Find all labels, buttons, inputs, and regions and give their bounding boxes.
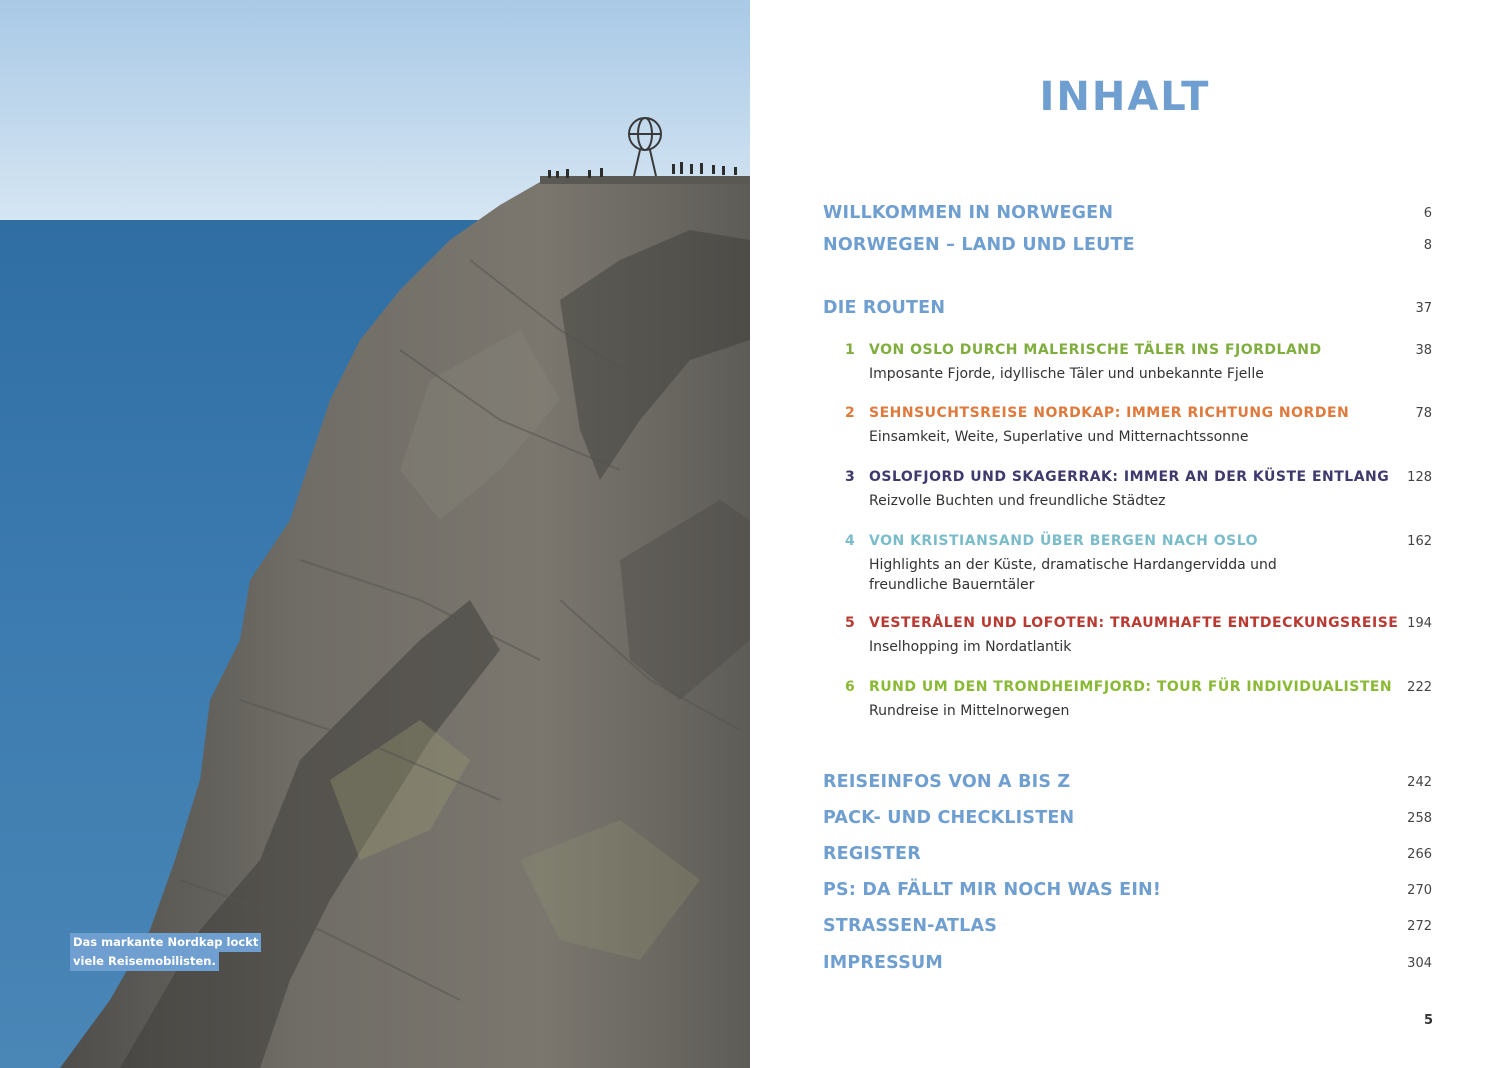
toc-page-number: 266 <box>1407 847 1432 862</box>
toc-entry-label: WILLKOMMEN IN NORWEGEN <box>823 203 1114 223</box>
page-number: 5 <box>1423 1013 1433 1028</box>
toc-entry-label: REISEINFOS VON A BIS Z <box>823 772 1071 792</box>
toc-entry-strassen-atlas[interactable] <box>823 916 1432 936</box>
toc-page-number: 37 <box>1415 301 1432 316</box>
toc-entry-ps[interactable] <box>823 880 1432 900</box>
toc-page-number: 128 <box>1407 470 1432 485</box>
toc-entry-register[interactable] <box>823 844 1432 864</box>
route-number: 3 <box>845 469 855 485</box>
caption-line: Das markante Nordkap lockt <box>70 933 261 952</box>
route-subtitle: Inselhopping im Nordatlantik <box>869 639 1072 655</box>
route-subtitle: Einsamkeit, Weite, Superlative und Mitternachtssonne <box>869 429 1249 445</box>
toc-entry-impressum[interactable] <box>823 953 1432 973</box>
toc-page-number: 78 <box>1415 406 1432 421</box>
toc-page-number: 304 <box>1407 956 1432 971</box>
caption-line: viele Reisemobilisten. <box>70 952 219 971</box>
route-title: VON KRISTIANSAND ÜBER BERGEN NACH OSLO <box>869 533 1259 549</box>
route-subtitle: Imposante Fjorde, idyllische Täler und unbekannte Fjelle <box>869 366 1264 382</box>
toc-entry-label: DIE ROUTEN <box>823 298 946 318</box>
toc-entry-reiseinfos[interactable] <box>823 772 1432 792</box>
page-title: INHALT <box>1039 74 1211 120</box>
photo-caption <box>70 933 261 971</box>
route-title: OSLOFJORD UND SKAGERRAK: IMMER AN DER KÜSTE ENTLANG <box>869 469 1390 485</box>
route-number: 6 <box>845 679 855 695</box>
route-title: VESTERÅLEN UND LOFOTEN: TRAUMHAFTE ENTDECKUNGSREISE <box>869 615 1399 631</box>
toc-entry-label: NORWEGEN – LAND UND LEUTE <box>823 235 1135 255</box>
toc-entry-label: PS: DA FÄLLT MIR NOCH WAS EIN! <box>823 880 1162 900</box>
toc-entry-label: PACK- UND CHECKLISTEN <box>823 808 1075 828</box>
toc-page-number: 272 <box>1407 919 1432 934</box>
toc-entry-welcome[interactable] <box>823 203 1432 223</box>
route-subtitle: Highlights an der Küste, dramatische Hardangervidda und freundliche Bauerntäler <box>869 557 1277 593</box>
table-of-contents <box>750 0 1500 1068</box>
route-title: VON OSLO DURCH MALERISCHE TÄLER INS FJORDLAND <box>869 342 1322 358</box>
route-number: 4 <box>845 533 855 549</box>
route-title: RUND UM DEN TRONDHEIMFJORD: TOUR FÜR INDIVIDUALISTEN <box>869 679 1393 695</box>
toc-page-number: 162 <box>1407 534 1432 549</box>
route-number: 2 <box>845 405 855 421</box>
route-subtitle: Rundreise in Mittelnorwegen <box>869 703 1070 719</box>
toc-page-number: 270 <box>1407 883 1432 898</box>
toc-page-number: 242 <box>1407 775 1432 790</box>
toc-entry-label: STRASSEN-ATLAS <box>823 916 998 936</box>
route-title: SEHNSUCHTSREISE NORDKAP: IMMER RICHTUNG NORDEN <box>869 405 1350 421</box>
toc-page-number: 6 <box>1423 206 1432 221</box>
toc-page-number: 222 <box>1407 680 1432 695</box>
route-subtitle: Reizvolle Buchten und freundliche Städtez <box>869 493 1166 509</box>
toc-page-number: 38 <box>1415 343 1432 358</box>
toc-entry-label: REGISTER <box>823 844 921 864</box>
toc-entry-land-und-leute[interactable] <box>823 235 1432 255</box>
route-number: 5 <box>845 615 855 631</box>
toc-entry-label: IMPRESSUM <box>823 953 944 973</box>
toc-page-number: 258 <box>1407 811 1432 826</box>
toc-entry-die-routen[interactable] <box>823 298 1432 318</box>
toc-page-number: 8 <box>1423 238 1432 253</box>
route-number: 1 <box>845 342 855 358</box>
toc-entry-checklisten[interactable] <box>823 808 1432 828</box>
toc-page-number: 194 <box>1407 616 1432 631</box>
